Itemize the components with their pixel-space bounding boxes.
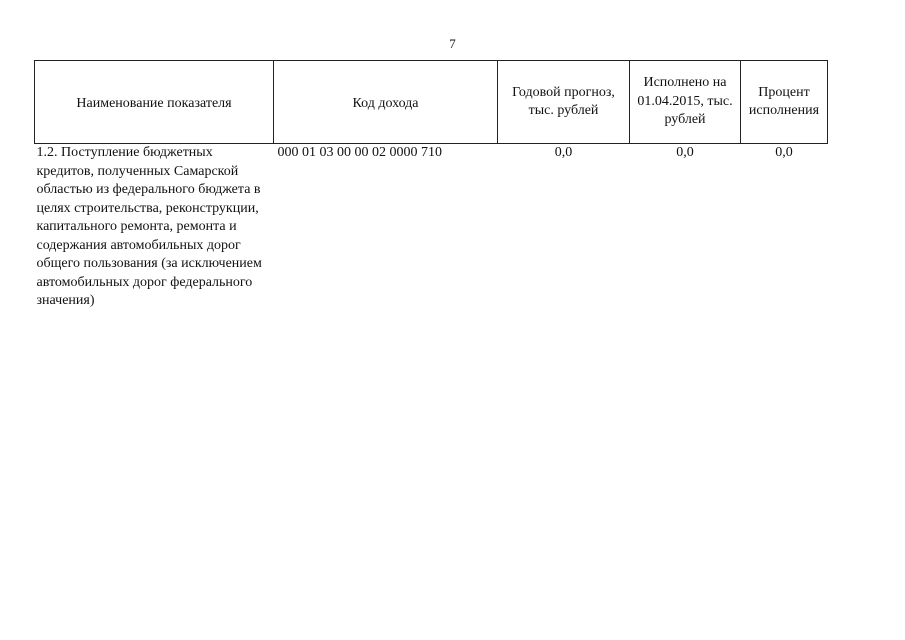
- table-row: [35, 144, 828, 311]
- row-executed: 0,0: [676, 145, 694, 160]
- header-row: [35, 61, 828, 144]
- page-number: 7: [449, 36, 456, 51]
- row-forecast: 0,0: [554, 145, 573, 160]
- header-code: Код дохода: [274, 61, 498, 144]
- header-percent: Процент исполнения: [741, 61, 828, 144]
- header-name: Наименование показателя: [35, 61, 274, 144]
- budget-table: [34, 60, 828, 311]
- row-code: 000 01 03 00 00 02 0000 710: [277, 145, 442, 160]
- header-executed: Исполнено на 01.04.2015, тыс. рублей: [630, 61, 741, 144]
- row-percent: 0,0: [775, 145, 793, 160]
- table-header: [35, 61, 828, 144]
- row-name: 1.2. Поступление бюджетных кредитов, полученных Самарской областью из федерального бюджета в целях строительства, реконструкции, капитального ремонта, ремонта и содержания автомобильных дорог общего пользования (за исключением автомобильных дорог федерального значения): [36, 145, 262, 308]
- header-forecast: Годовой прогноз, тыс. рублей: [498, 61, 630, 144]
- table-body: [35, 144, 828, 311]
